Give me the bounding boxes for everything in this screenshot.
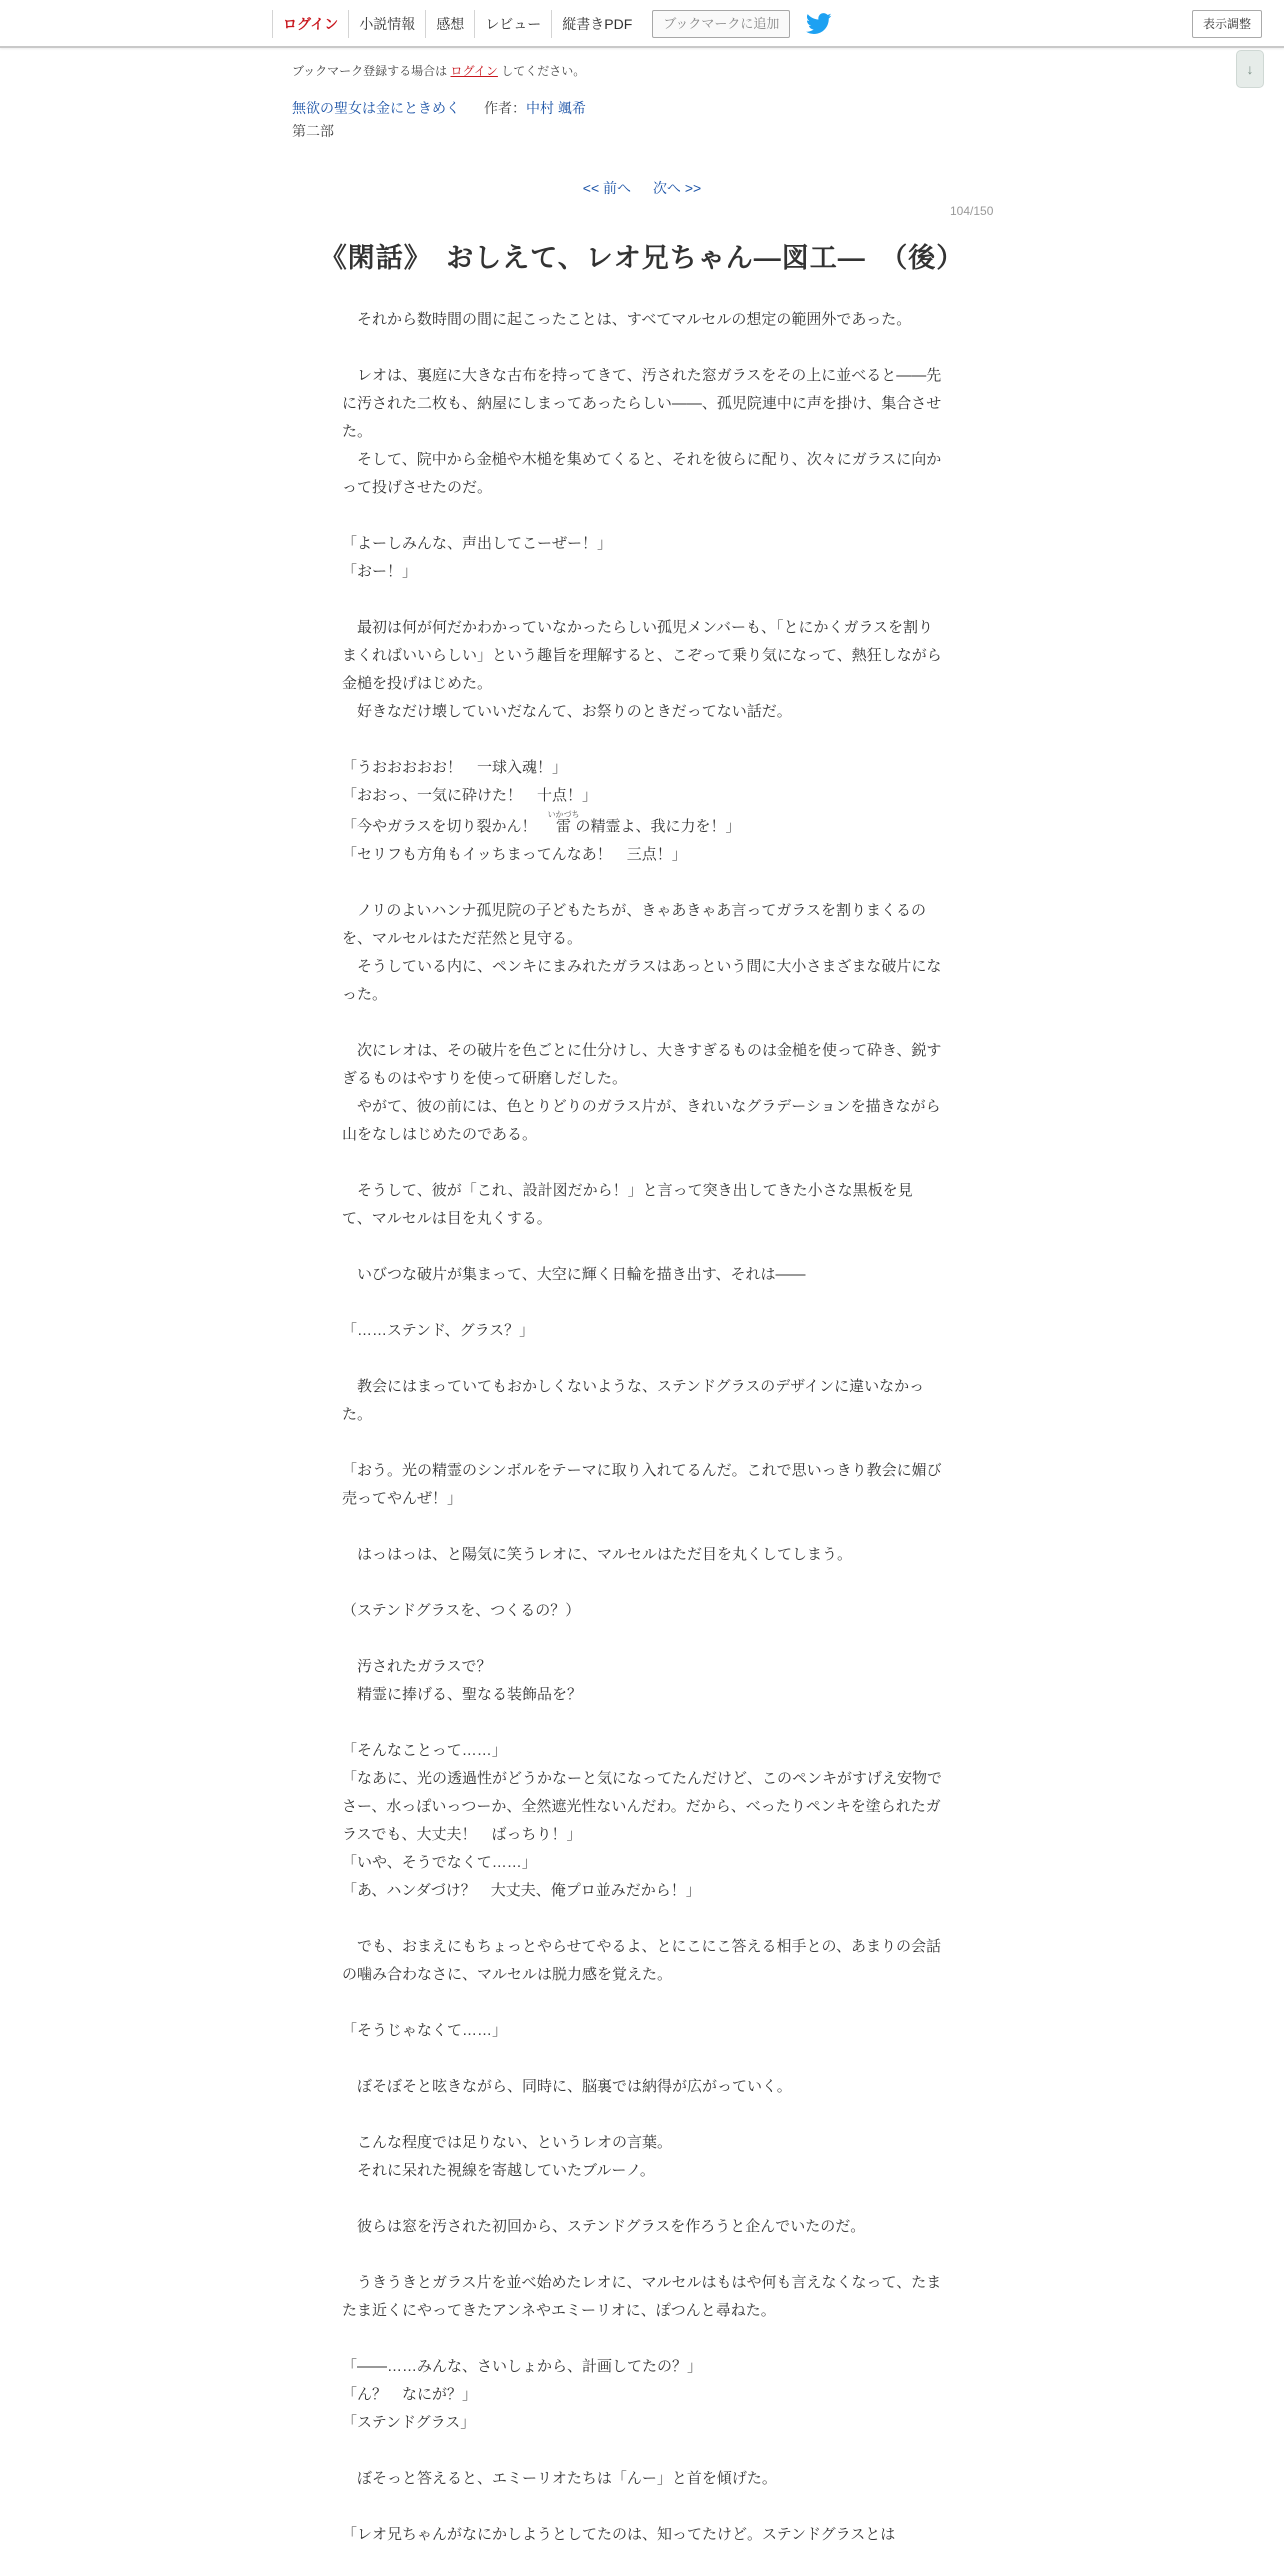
blank-line: [342, 726, 942, 754]
novel-paragraph: 「……ステンド、グラス？」: [342, 1322, 535, 1339]
novel-paragraph: 「セリフも方角もイッちまってんなあ！ 三点！」: [342, 846, 687, 863]
novel-paragraph: 「そうじゃなくて……」: [342, 2022, 508, 2039]
novel-paragraph: 「おおっ、一気に砕けた！ 十点！」: [342, 787, 598, 804]
prev-episode-link[interactable]: << 前へ: [582, 180, 632, 196]
blank-line: [342, 334, 942, 362]
novel-paragraph: 彼らは窓を汚された初回から、ステンドグラスを作ろうと企んでいたのだ。: [342, 2218, 866, 2235]
login-note-prefix: ブックマーク登録する場合は: [292, 64, 451, 78]
novel-paragraph: それに呆れた視線を寄越していたブルーノ。: [342, 2162, 655, 2179]
blank-line: [342, 502, 942, 530]
main-nav: [272, 9, 832, 39]
novel-paragraph: 「そんなことって……」: [342, 1742, 507, 1759]
blank-line: [342, 1625, 942, 1653]
novel-paragraph: （ステンドグラスを、つくるの？）: [342, 1602, 581, 1619]
novel-paragraph: いびつな破片が集まって、大空に輝く日輪を描き出す、それは――: [342, 1266, 806, 1283]
novel-paragraph: それから数時間の間に起こったことは、すべてマルセルの想定の範囲外であった。: [342, 311, 912, 328]
blank-line: [342, 1513, 942, 1541]
novel-paragraph: 「おー！」: [342, 563, 418, 580]
nav-impressions-link[interactable]: 感想: [425, 10, 474, 38]
episode-count: 104/150: [950, 204, 994, 218]
blank-line: [342, 2185, 942, 2213]
add-bookmark-button[interactable]: ブックマークに追加: [652, 10, 790, 38]
chapter-title: 《閑話》 おしえて、レオ兄ちゃん―図工― （後）: [319, 243, 965, 273]
blank-line: [342, 1289, 942, 1317]
novel-paragraph: やがて、彼の前には、色とりどりのガラス片が、きれいなグラデーションを描きながら山をなしはじめたのである。: [342, 1098, 941, 1143]
novel-paragraph: ぼそぼそと呟きながら、同時に、脳裏では納得が広がっていく。: [342, 2078, 792, 2095]
novel-paragraph: ノリのよいハンナ孤児院の子どもたちが、きゃあきゃあ言ってガラスを割りまくるのを、マルセルはただ茫然と見守る。: [342, 902, 926, 947]
novel-paragraph: 「レオ兄ちゃんがなにかしようとしてたのは、知ってたけど。ステンドグラスとは: [342, 2526, 896, 2543]
novel-paragraph: 「ステンドグラス」: [342, 2414, 476, 2431]
chapter-part-label: 第二部: [292, 123, 334, 139]
novel-paragraph: 好きなだけ壊していいだなんて、お祭りのときだってない話だ。: [342, 703, 792, 720]
scroll-down-button[interactable]: [1236, 50, 1264, 88]
nav-novel-info-link[interactable]: 小説情報: [348, 10, 425, 38]
blank-line: [342, 2101, 942, 2129]
episode-pager: [0, 178, 1284, 198]
novel-paragraph: 「今やガラスを切り裂かん！ 雷いかづちの精霊よ、我に力を！」: [342, 810, 741, 835]
blank-line: [342, 2045, 942, 2073]
novel-paragraph: そうして、彼が「これ、設計図だから！」と言って突き出してきた小さな黒板を見て、マルセルは目を丸くする。: [342, 1182, 913, 1227]
novel-title-link[interactable]: 無欲の聖女は金にときめく: [292, 100, 460, 116]
top-navigation-bar: [0, 0, 1284, 48]
novel-paragraph: 「おう。光の精霊のシンボルをテーマに取り入れてるんだ。これで思いっきり教会に媚び売ってやんぜ！」: [342, 1462, 942, 1507]
novel-paragraph: うきうきとガラス片を並べ始めたレオに、マルセルはもはや何も言えなくなって、たまたま近くにやってきたアンネやエミーリオに、ぽつんと尋ねた。: [342, 2274, 942, 2319]
bookmark-login-note: [292, 62, 585, 79]
novel-paragraph: 「――……みんな、さいしょから、計画してたの？」: [342, 2358, 703, 2375]
blank-line: [342, 586, 942, 614]
blank-line: [342, 869, 942, 897]
novel-paragraph: こんな程度では足りない、というレオの言葉。: [342, 2134, 673, 2151]
novel-paragraph: 精霊に捧げる、聖なる装飾品を？: [342, 1686, 583, 1703]
novel-paragraph: 「ん？ なにが？」: [342, 2386, 478, 2403]
blank-line: [342, 1429, 942, 1457]
author-link[interactable]: 中村 颯希: [526, 100, 586, 116]
novel-paragraph: 「いや、そうでなくて……」: [342, 1854, 537, 1871]
blank-line: [342, 2493, 942, 2521]
nav-review-link[interactable]: レビュー: [474, 10, 551, 38]
novel-paragraph: 「あ、ハンダづけ？ 大丈夫、俺プロ並みだから！」: [342, 1882, 701, 1899]
novel-paragraph: 教会にはまっていてもおかしくないような、ステンドグラスのデザインに違いなかった。: [342, 1378, 925, 1423]
novel-paragraph: そして、院中から金槌や木槌を集めてくると、それを彼らに配り、次々にガラスに向かって投げさせたのだ。: [342, 451, 942, 496]
blank-line: [342, 1905, 942, 1933]
login-note-suffix: してください。: [497, 64, 586, 78]
nav-vertical-pdf-link[interactable]: 縦書きPDF: [551, 10, 642, 38]
novel-paragraph: 次にレオは、その破片を色ごとに仕分けし、大きすぎるものは金槌を使って砕き、鋭すぎるものはやすりを使って研磨しだした。: [342, 1042, 942, 1087]
blank-line: [342, 2437, 942, 2465]
novel-paragraph: レオは、裏庭に大きな古布を持ってきて、汚された窓ガラスをその上に並べると――先に汚された二枚も、納屋にしまってあったらしい――、孤児院連中に声を掛け、集合させた。: [342, 367, 942, 440]
twitter-icon[interactable]: [806, 13, 832, 35]
novel-paragraph: 最初は何が何だかわかっていなかったらしい孤児メンバーも、「とにかくガラスを割りまくればいいらしい」という趣旨を理解すると、こぞって乗り気になって、熱狂しながら金槌を投げはじめた。: [342, 619, 942, 692]
author-label: 作者：: [484, 100, 526, 116]
novel-paragraph: 汚されたガラスで？: [342, 1658, 492, 1675]
arrow-down-icon: ↓: [1246, 61, 1254, 77]
novel-paragraph: そうしている内に、ペンキにまみれたガラスはあっという間に大小さまざまな破片になった。: [342, 958, 942, 1003]
nav-login-link[interactable]: ログイン: [272, 10, 348, 38]
blank-line: [342, 1009, 942, 1037]
blank-line: [342, 1149, 942, 1177]
novel-header: [292, 98, 586, 118]
novel-paragraph: はっはっは、と陽気に笑うレオに、マルセルはただ目を丸くしてしまう。: [342, 1546, 853, 1563]
blank-line: [342, 2241, 942, 2269]
blank-line: [342, 2325, 942, 2353]
blank-line: [342, 1709, 942, 1737]
next-episode-link[interactable]: 次へ >>: [652, 180, 702, 196]
novel-body: [342, 306, 942, 2549]
blank-line: [342, 1233, 942, 1261]
blank-line: [342, 1569, 942, 1597]
novel-paragraph: 「うおおおおお！ 一球入魂！」: [342, 759, 568, 776]
login-note-link[interactable]: ログイン: [450, 64, 498, 78]
ruby-annotation: 雷いかづち: [547, 810, 580, 835]
display-settings-button[interactable]: 表示調整: [1192, 10, 1262, 38]
novel-paragraph: 「よーしみんな、声出してこーぜー！」: [342, 535, 613, 552]
novel-paragraph: 「なあに、光の透過性がどうかなーと気になってたんだけど、このペンキがすげえ安物でさー、水っぽいっつーか、全然遮光性ないんだわ。だから、べったりペンキを塗られたガラスでも、大丈夫！ ばっちり！」: [342, 1770, 943, 1843]
blank-line: [342, 1989, 942, 2017]
novel-paragraph: ぼそっと答えると、エミーリオたちは「んー」と首を傾げた。: [342, 2470, 777, 2487]
novel-paragraph: でも、おまえにもちょっとやらせてやるよ、とにこにこ答える相手との、あまりの会話の噛み合わなさに、マルセルは脱力感を覚えた。: [342, 1938, 941, 1983]
blank-line: [342, 1345, 942, 1373]
